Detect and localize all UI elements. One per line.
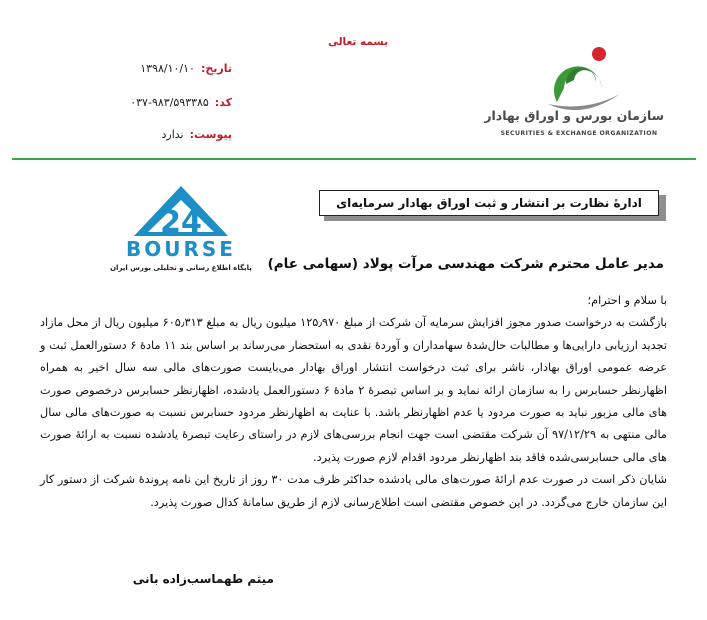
header-divider bbox=[12, 158, 696, 160]
letter-body bbox=[40, 290, 667, 514]
date-row bbox=[100, 62, 232, 75]
date-value: ۱۳۹۸/۱۰/۱۰ bbox=[140, 62, 195, 75]
paragraph-1: بازگشت به درخواست صدور مجوز افزایش سرمایه آن شرکت از مبلغ ۱۲۵٫۹۷۰ میلیون ریال به مبلغ ۶۰۵٫۳۱۳ میلیون ریال از محل مازاد تجدید ارزیابی دارایی‌ها و مطالبات حال‌شدهٔ سهامداران و آوردهٔ نقدی به استحضار می‌رساند بر اساس بند ۱۱ مادهٔ ۶ دستورالعمل ثبت و عرضه عمومی اوراق بهادار، ناشر برای ثبت درخواست انتشار اوراق بهادار می‌بایست صورت‌های مالی سه سال اخیر به همراه اظهارنظر حسابرس را به سازمان ارائه نماید و بر اساس تبصرهٔ ۲ مادهٔ ۶ دستورالعمل یادشده، اظهارنظر حسابرس درخصوص صورت های مالی مزبور نباید به صورت مردود یا عدم اظهارنظر باشد. با عنایت به اظهارنظر مردود حسابرس نسبت به صورت‌های مالی سال مالی منتهی به ۹۷/۱۲/۲۹ آن شرکت مقتضی است جهت انجام بررسی‌های لازم در راستای رعایت تبصرهٔ یادشده نسبت به ارائهٔ صورت های مالی حسابرسی‌شده فاقد بند اظهارنظر مردود اقدام لازم صورت پذیرد. bbox=[40, 316, 668, 464]
attachment-value: ندارد bbox=[161, 128, 184, 141]
code-row bbox=[100, 96, 232, 109]
seo-subtitle: SECURITIES & EXCHANGE ORGANIZATION bbox=[500, 130, 658, 137]
bourse24-number: 24 bbox=[160, 205, 202, 240]
seo-name: سازمان بورس و اوراق بهادار bbox=[484, 108, 664, 123]
code-value: ۹۸۳/۵۹۳۳۸۵-۰۳۷ bbox=[130, 96, 209, 109]
attachment-row bbox=[100, 128, 232, 141]
department-title: ادارهٔ نظارت بر انتشار و ثبت اوراق بهادار سرمایه‌ای bbox=[319, 190, 659, 216]
paragraph-2: شایان ذکر است در صورت عدم ارائهٔ صورت‌های مالی یادشده حداکثر ظرف مدت ۳۰ روز از تاریخ این نامه پروندهٔ شرکت از دستور کار این سازمان خارج می‌گردد. در این خصوص مقتضی است اطلاع‌رسانی لازم از طریق سامانهٔ کدال صورت پذیرد. bbox=[40, 473, 667, 509]
bourse24-wordmark: BOURSE bbox=[126, 237, 236, 261]
greeting: با سلام و احترام؛ bbox=[587, 294, 667, 307]
seo-emblem-icon bbox=[548, 47, 620, 110]
bismillah-heading: بسمه تعالی bbox=[327, 36, 389, 48]
code-label: کد: bbox=[214, 96, 232, 109]
date-label: تاریخ: bbox=[200, 62, 232, 75]
bourse24-mark-icon bbox=[134, 186, 228, 240]
addressee: مدیر عامل محترم شرکت مهندسی مرآت پولاد (سهامی عام) bbox=[267, 256, 664, 272]
bourse24-tagline: پایگاه اطلاع رسانی و تحلیلی بورس ایران bbox=[110, 264, 252, 272]
attachment-label: پیوست: bbox=[189, 128, 232, 141]
signer-name: میثم طهماسب‌زاده بانی bbox=[132, 572, 274, 586]
